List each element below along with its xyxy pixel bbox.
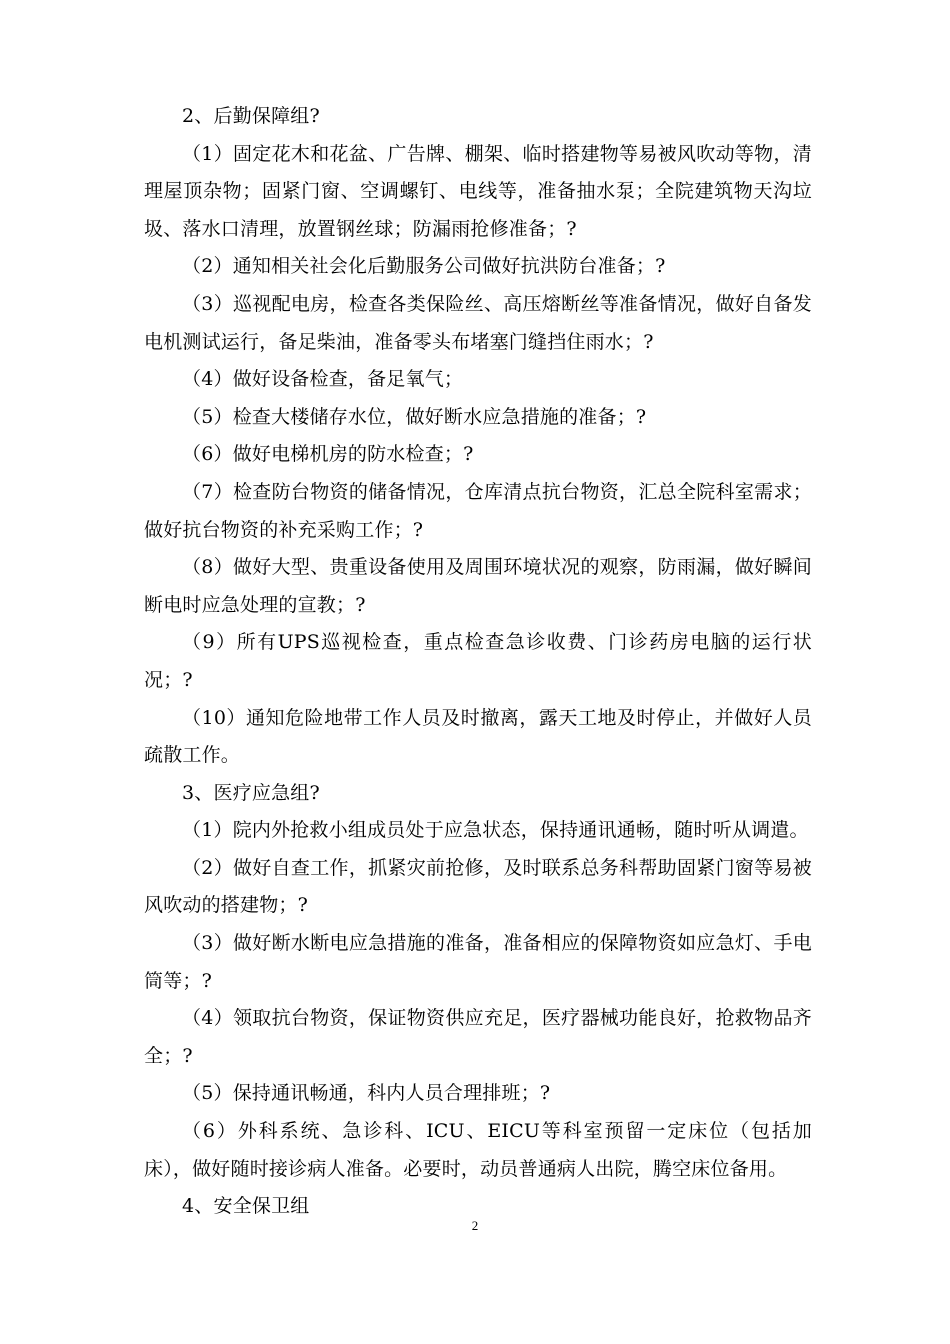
paragraph: （3）做好断水断电应急措施的准备，准备相应的保障物资如应急灯、手电筒等；? [144, 932, 812, 992]
paragraph: （9）所有UPS巡视检查，重点检查急诊收费、门诊药房电脑的运行状况；? [144, 631, 812, 691]
document-body [144, 98, 812, 1226]
paragraph: （3）巡视配电房，检查各类保险丝、高压熔断丝等准备情况，做好自备发电机测试运行，备足柴油，准备零头布堵塞门缝挡住雨水；? [144, 292, 812, 353]
paragraph: （8）做好大型、贵重设备使用及周围环境状况的观察，防雨漏，做好瞬间断电时应急处理的宣教；? [144, 556, 812, 616]
page-number: 2 [471, 1218, 479, 1233]
paragraph: （2）通知相关社会化后勤服务公司做好抗洪防台准备；? [182, 255, 666, 278]
paragraph: （1）院内外抢救小组成员处于应急状态，保持通讯通畅，随时听从调遣。 [182, 819, 809, 842]
paragraph: （5）保持通讯畅通，科内人员合理排班；? [182, 1082, 551, 1105]
paragraph: （2）做好自查工作，抓紧灾前抢修，及时联系总务科帮助固紧门窗等易被风吹动的搭建物；? [144, 856, 812, 917]
paragraph: （4）做好设备检查，备足氧气； [182, 368, 464, 391]
paragraph: （10）通知危险地带工作人员及时撤离，露天工地及时停止，并做好人员疏散工作。 [144, 706, 812, 767]
section-heading-medical: 3、医疗应急组? [182, 781, 320, 804]
paragraph: （1）固定花木和花盆、广告牌、棚架、临时搭建物等易被风吹动等物，清理屋顶杂物；固紧门窗、空调螺钉、电线等，准备抽水泵；全院建筑物天沟垃圾、落水口清理，放置钢丝球；防漏雨抢修准备；? [144, 142, 812, 240]
paragraph: （7）检查防台物资的储备情况，仓库清点抗台物资，汇总全院科室需求；做好抗台物资的补充采购工作；? [144, 480, 812, 541]
paragraph: （5）检查大楼储存水位，做好断水应急措施的准备；? [182, 405, 647, 428]
paragraph: （6）外科系统、急诊科、ICU、EICU等科室预留一定床位（包括加床），做好随时接诊病人准备。必要时，动员普通病人出院，腾空床位备用。 [144, 1120, 812, 1180]
paragraph: （4）领取抗台物资，保证物资供应充足，医疗器械功能良好，抢救物品齐全；? [144, 1007, 812, 1067]
section-heading-security: 4、安全保卫组 [182, 1195, 310, 1218]
section-heading-logistics: 2、后勤保障组? [182, 105, 320, 127]
paragraph: （6）做好电梯机房的防水检查；? [182, 443, 474, 466]
